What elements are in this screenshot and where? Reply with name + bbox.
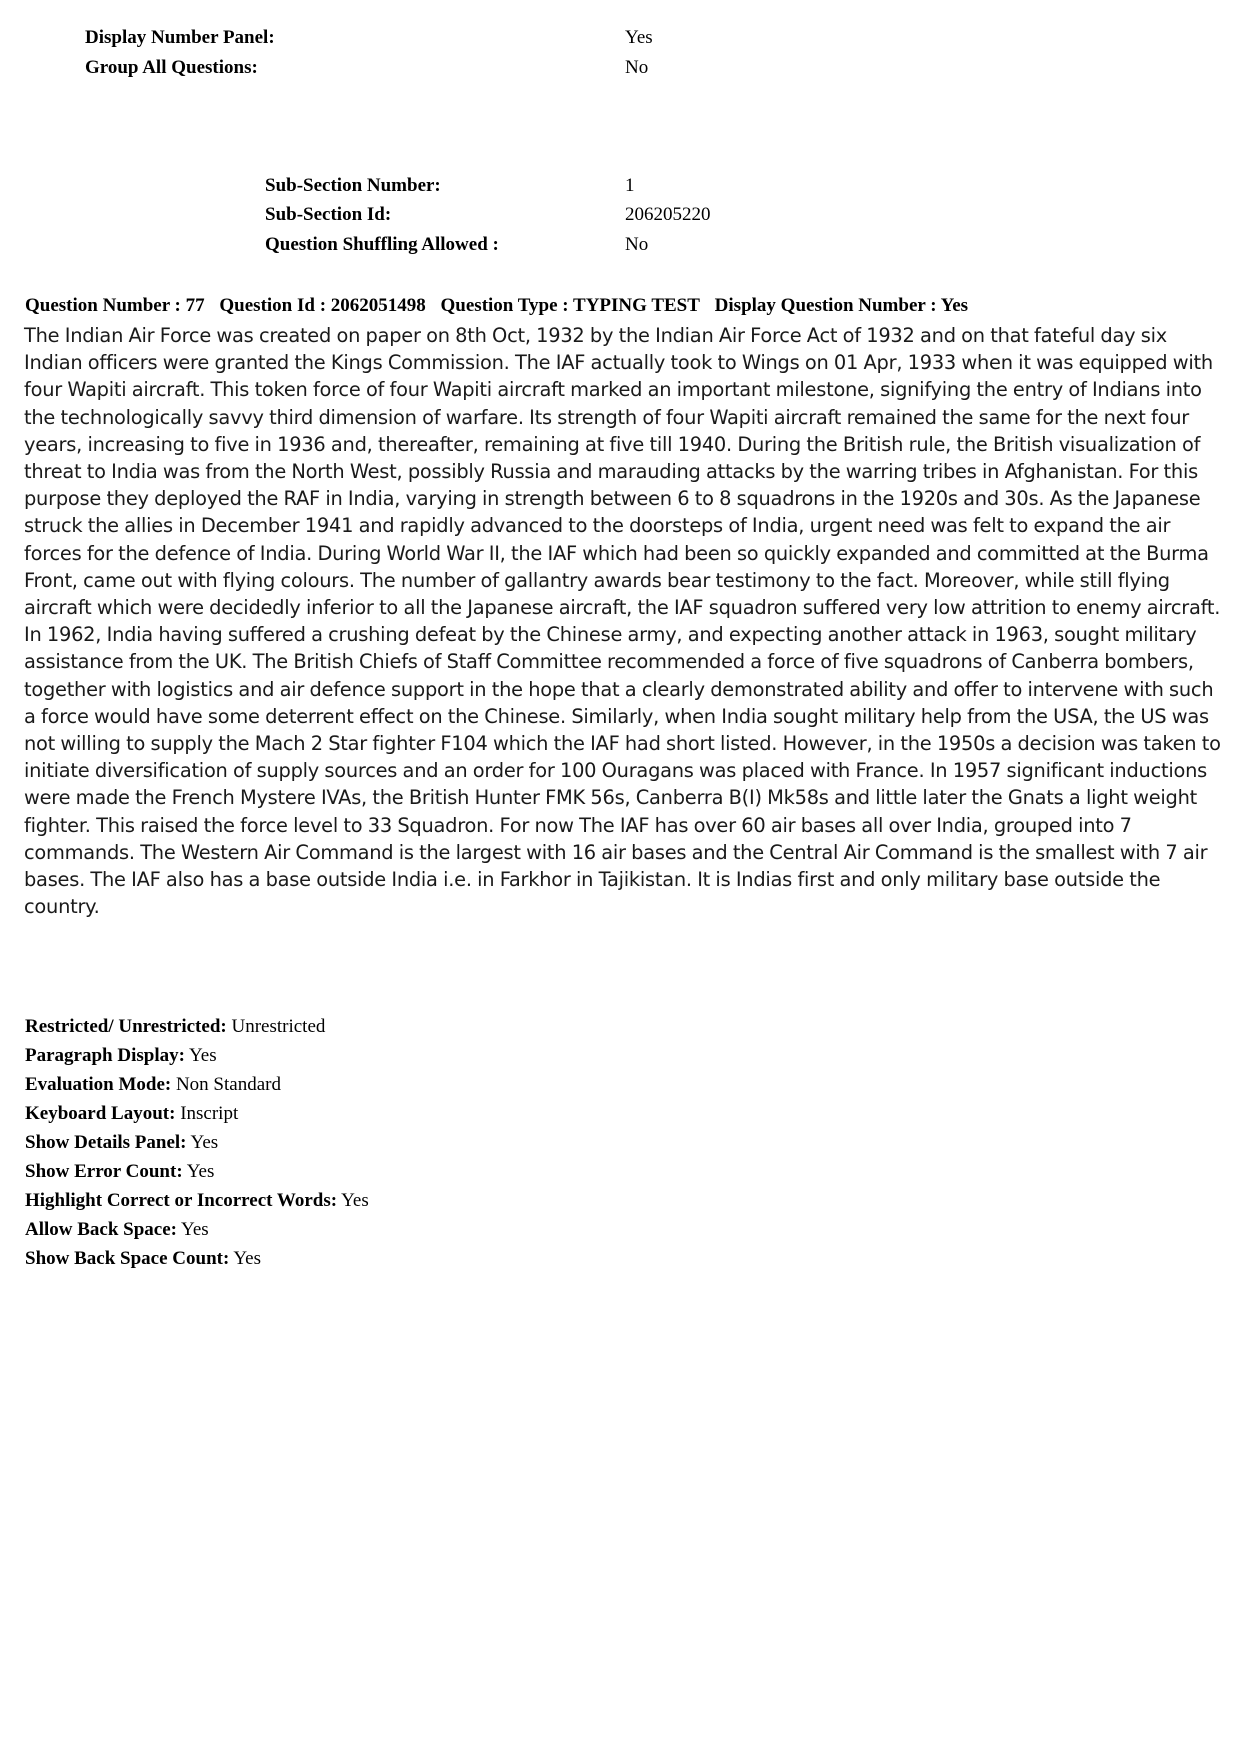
property-label: Show Back Space Count: <box>25 1248 230 1269</box>
property-row <box>25 1244 369 1273</box>
property-value: Unrestricted <box>231 1016 326 1037</box>
property-label: Paragraph Display: <box>25 1045 185 1066</box>
property-value: Yes <box>186 1161 215 1182</box>
property-value: Inscript <box>180 1103 239 1124</box>
property-row <box>25 1070 369 1099</box>
question-header <box>25 294 978 318</box>
question-number: Question Number : 77 <box>25 295 205 316</box>
question-shuffling-value: No <box>625 234 649 255</box>
property-label: Allow Back Space: <box>25 1219 177 1240</box>
property-value: Yes <box>188 1045 217 1066</box>
property-label: Show Details Panel: <box>25 1132 187 1153</box>
display-question-number: Display Question Number : Yes <box>714 295 969 316</box>
property-label: Restricted/ Unrestricted: <box>25 1016 227 1037</box>
group-all-questions-label: Group All Questions: <box>85 57 258 78</box>
display-number-panel-label: Display Number Panel: <box>85 27 275 48</box>
property-row <box>25 1128 369 1157</box>
property-value: Yes <box>341 1190 369 1211</box>
property-label: Show Error Count: <box>25 1161 183 1182</box>
subsection-number-label: Sub-Section Number: <box>265 175 441 196</box>
subsection-number-value: 1 <box>625 175 635 196</box>
property-row <box>25 1041 369 1070</box>
property-row <box>25 1012 369 1041</box>
question-type: Question Type : TYPING TEST <box>440 295 700 316</box>
property-value: Yes <box>181 1219 209 1240</box>
question-shuffling-label: Question Shuffling Allowed : <box>265 234 499 255</box>
property-value: Yes <box>233 1248 261 1269</box>
question-id: Question Id : 2062051498 <box>219 295 426 316</box>
property-label: Highlight Correct or Incorrect Words: <box>25 1190 338 1211</box>
subsection-id-value: 206205220 <box>625 204 711 225</box>
property-row <box>25 1215 369 1244</box>
group-all-questions-value: No <box>625 57 649 78</box>
property-value: Yes <box>190 1132 219 1153</box>
subsection-id-label: Sub-Section Id: <box>265 204 392 225</box>
property-row <box>25 1157 369 1186</box>
question-properties <box>25 1012 369 1273</box>
property-row <box>25 1186 369 1215</box>
property-label: Keyboard Layout: <box>25 1103 176 1124</box>
typing-passage: The Indian Air Force was created on paper on 8th Oct, 1932 by the Indian Air Force Act of 1932 and on that fateful day six Indian officers were granted the Kings Commission. The IAF actually took to Wings on 01 Apr, 1933 when it was equipped with four Wapiti aircraft. This token force of four Wapiti aircraft marked an important milestone, signifying the entry of Indians into the technologically savvy third dimension of warfare. Its strength of four Wapiti aircraft remained the same for the next four years, increasing to five in 1936 and, thereafter, remaining at five till 1940. During the British rule, the British visualization of threat to India was from the North West, possibly Russia and marauding attacks by the warring tribes in Afghanistan. For this purpose they deployed the RAF in India, varying in strength between 6 to 8 squadrons in the 1920s and 30s. As the Japanese struck the allies in December 1941 and rapidly advanced to the doorsteps of India, urgent need was felt to expand the air forces for the defence of India. During World War II, the IAF which had been so quickly expanded and committed at the Burma Front, came out with flying colours. The number of gallantry awards bear testimony to the fact. Moreover, while still flying aircraft which were decidedly inferior to all the Japanese aircraft, the IAF squadron suffered very low attrition to enemy aircraft. In 1962, India having suffered a crushing defeat by the Chinese army, and expecting another attack in 1963, sought military assistance from the UK. The British Chiefs of Staff Committee recommended a force of five squadrons of Canberra bombers, together with logistics and air defence support in the hope that a clearly demonstrated ability and offer to intervene with such a force would have some deterrent effect on the Chinese. Similarly, when India sought military help from the USA, the US was not willing to supply the Mach 2 Star fighter F104 which the IAF had short listed. However, in the 1950s a decision was taken to initiate diversification of supply sources and an order for 100 Ouragans was placed with France. In 1957 significant inductions were made the French Mystere IVAs, the British Hunter FMK 56s, Canberra B(I) Mk58s and little later the Gnats a light weight fighter. This raised the force level to 33 Squadron. For now The IAF has over 60 air bases all over India, grouped into 7 commands. The Western Air Command is the largest with 16 air bases and the Central Air Command is the smallest with 7 air bases. The IAF also has a base outside India i.e. in Farkhor in Tajikistan. It is Indias first and only military base outside the country. <box>24 324 1221 919</box>
property-label: Evaluation Mode: <box>25 1074 172 1095</box>
display-number-panel-value: Yes <box>625 27 653 48</box>
property-row <box>25 1099 369 1128</box>
property-value: Non Standard <box>175 1074 281 1095</box>
